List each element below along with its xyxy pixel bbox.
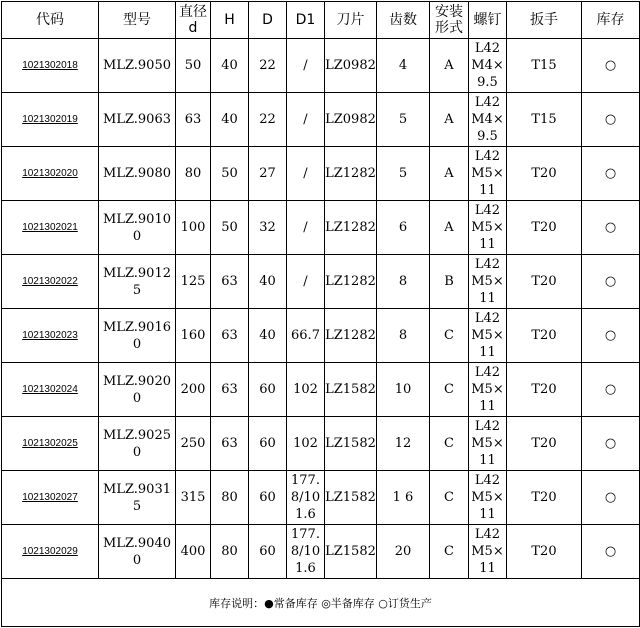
cell-H: 40: [211, 93, 249, 147]
cell-D1: /: [287, 39, 325, 93]
cell-stock: ○: [582, 417, 640, 471]
cell-insert: LZ1282: [325, 255, 377, 309]
col-header-code: 代码: [2, 2, 99, 39]
cell-model: MLZ.90315: [99, 471, 176, 525]
table-row: [2, 39, 640, 93]
cell-wrench: T20: [507, 147, 582, 201]
col-header-wrench: 扳手: [507, 2, 582, 39]
cell-D1: 66.7: [287, 309, 325, 363]
cell-code: 1021302023: [2, 309, 99, 363]
table-row: [2, 309, 640, 363]
col-header-H: H: [211, 2, 249, 39]
cell-teeth: 5: [377, 147, 430, 201]
cell-code: 1021302020: [2, 147, 99, 201]
cell-D1: 102: [287, 363, 325, 417]
cell-screw: L42M4×9.5: [469, 39, 507, 93]
table-row: [2, 525, 640, 579]
cell-diameter: 100: [176, 201, 211, 255]
cell-D: 40: [249, 309, 287, 363]
cell-H: 63: [211, 255, 249, 309]
cell-insert: LZ1282: [325, 147, 377, 201]
col-header-D1: D1: [287, 2, 325, 39]
cell-wrench: T20: [507, 471, 582, 525]
cell-H: 63: [211, 363, 249, 417]
cell-stock: ○: [582, 309, 640, 363]
cell-code: 1021302025: [2, 417, 99, 471]
cell-diameter: 200: [176, 363, 211, 417]
cell-wrench: T20: [507, 201, 582, 255]
cell-teeth: 12: [377, 417, 430, 471]
col-header-stock: 库存: [582, 2, 640, 39]
cell-mount: C: [430, 525, 469, 579]
cell-insert: LZ1582: [325, 471, 377, 525]
cell-H: 63: [211, 417, 249, 471]
cell-stock: ○: [582, 147, 640, 201]
cell-insert: LZ1282: [325, 309, 377, 363]
spec-table: [1, 1, 640, 627]
cell-D1: /: [287, 93, 325, 147]
cell-insert: LZ1282: [325, 201, 377, 255]
cell-mount: C: [430, 363, 469, 417]
cell-mount: A: [430, 93, 469, 147]
cell-H: 80: [211, 471, 249, 525]
stock-legend: 库存说明：●常备库存 ◎半备库存 ○订货生产: [2, 579, 640, 627]
cell-code: 1021302029: [2, 525, 99, 579]
cell-wrench: T15: [507, 93, 582, 147]
cell-D: 27: [249, 147, 287, 201]
cell-diameter: 80: [176, 147, 211, 201]
cell-diameter: 250: [176, 417, 211, 471]
cell-D1: /: [287, 201, 325, 255]
cell-D: 60: [249, 471, 287, 525]
cell-H: 80: [211, 525, 249, 579]
table-row: [2, 93, 640, 147]
cell-teeth: 6: [377, 201, 430, 255]
cell-model: MLZ.90200: [99, 363, 176, 417]
cell-D: 22: [249, 93, 287, 147]
cell-D: 60: [249, 363, 287, 417]
cell-screw: L42M5×11: [469, 309, 507, 363]
col-header-D: D: [249, 2, 287, 39]
table-row: [2, 471, 640, 525]
cell-mount: C: [430, 417, 469, 471]
col-header-insert: 刀片: [325, 2, 377, 39]
cell-code: 1021302027: [2, 471, 99, 525]
cell-teeth: 8: [377, 309, 430, 363]
cell-model: MLZ.90400: [99, 525, 176, 579]
cell-diameter: 315: [176, 471, 211, 525]
col-header-screw: 螺钉: [469, 2, 507, 39]
cell-screw: L42M5×11: [469, 201, 507, 255]
cell-mount: A: [430, 39, 469, 93]
cell-diameter: 50: [176, 39, 211, 93]
cell-diameter: 63: [176, 93, 211, 147]
cell-wrench: T20: [507, 525, 582, 579]
cell-wrench: T20: [507, 309, 582, 363]
cell-teeth: 5: [377, 93, 430, 147]
cell-mount: A: [430, 147, 469, 201]
cell-screw: L42M5×11: [469, 363, 507, 417]
cell-insert: LZ0982: [325, 39, 377, 93]
table-row: [2, 363, 640, 417]
cell-wrench: T20: [507, 417, 582, 471]
cell-screw: L42M5×11: [469, 525, 507, 579]
cell-insert: LZ1582: [325, 363, 377, 417]
cell-stock: ○: [582, 201, 640, 255]
cell-diameter: 400: [176, 525, 211, 579]
cell-screw: L42M4×9.5: [469, 93, 507, 147]
col-header-diameter: 直径 d: [176, 2, 211, 39]
cell-D1: 102: [287, 417, 325, 471]
col-header-model: 型号: [99, 2, 176, 39]
cell-diameter: 160: [176, 309, 211, 363]
cell-teeth: 1 6: [377, 471, 430, 525]
cell-model: MLZ.90250: [99, 417, 176, 471]
cell-D1: 177.8/101.6: [287, 471, 325, 525]
cell-screw: L42M5×11: [469, 147, 507, 201]
cell-insert: LZ0982: [325, 93, 377, 147]
cell-D: 40: [249, 255, 287, 309]
cell-wrench: T20: [507, 255, 582, 309]
cell-code: 1021302021: [2, 201, 99, 255]
cell-mount: B: [430, 255, 469, 309]
cell-screw: L42M5×11: [469, 471, 507, 525]
cell-code: 1021302018: [2, 39, 99, 93]
cell-mount: A: [430, 201, 469, 255]
cell-code: 1021302024: [2, 363, 99, 417]
cell-H: 63: [211, 309, 249, 363]
col-header-mount: 安装 形式: [430, 2, 469, 39]
cell-wrench: T20: [507, 363, 582, 417]
cell-stock: ○: [582, 255, 640, 309]
cell-insert: LZ1582: [325, 417, 377, 471]
cell-teeth: 4: [377, 39, 430, 93]
cell-model: MLZ.90160: [99, 309, 176, 363]
cell-model: MLZ.9050: [99, 39, 176, 93]
table-row: [2, 417, 640, 471]
header-row: [2, 2, 640, 39]
cell-D: 32: [249, 201, 287, 255]
cell-stock: ○: [582, 39, 640, 93]
cell-stock: ○: [582, 525, 640, 579]
table-row: [2, 201, 640, 255]
cell-model: MLZ.9080: [99, 147, 176, 201]
table-row: [2, 255, 640, 309]
cell-mount: C: [430, 471, 469, 525]
cell-D1: 177.8/101.6: [287, 525, 325, 579]
cell-model: MLZ.90100: [99, 201, 176, 255]
cell-model: MLZ.9063: [99, 93, 176, 147]
cell-H: 40: [211, 39, 249, 93]
cell-H: 50: [211, 201, 249, 255]
cell-teeth: 20: [377, 525, 430, 579]
cell-teeth: 8: [377, 255, 430, 309]
table-row: [2, 147, 640, 201]
cell-wrench: T15: [507, 39, 582, 93]
legend-row: [2, 579, 640, 627]
cell-D: 60: [249, 525, 287, 579]
cell-mount: C: [430, 309, 469, 363]
col-header-teeth: 齿数: [377, 2, 430, 39]
cell-D: 22: [249, 39, 287, 93]
cell-insert: LZ1582: [325, 525, 377, 579]
cell-diameter: 125: [176, 255, 211, 309]
cell-code: 1021302022: [2, 255, 99, 309]
cell-screw: L42M5×11: [469, 255, 507, 309]
cell-stock: ○: [582, 363, 640, 417]
cell-code: 1021302019: [2, 93, 99, 147]
cell-H: 50: [211, 147, 249, 201]
cell-teeth: 10: [377, 363, 430, 417]
cell-stock: ○: [582, 471, 640, 525]
cell-D1: /: [287, 147, 325, 201]
cell-screw: L42M5×11: [469, 417, 507, 471]
cell-stock: ○: [582, 93, 640, 147]
cell-D1: /: [287, 255, 325, 309]
cell-model: MLZ.90125: [99, 255, 176, 309]
cell-D: 60: [249, 417, 287, 471]
